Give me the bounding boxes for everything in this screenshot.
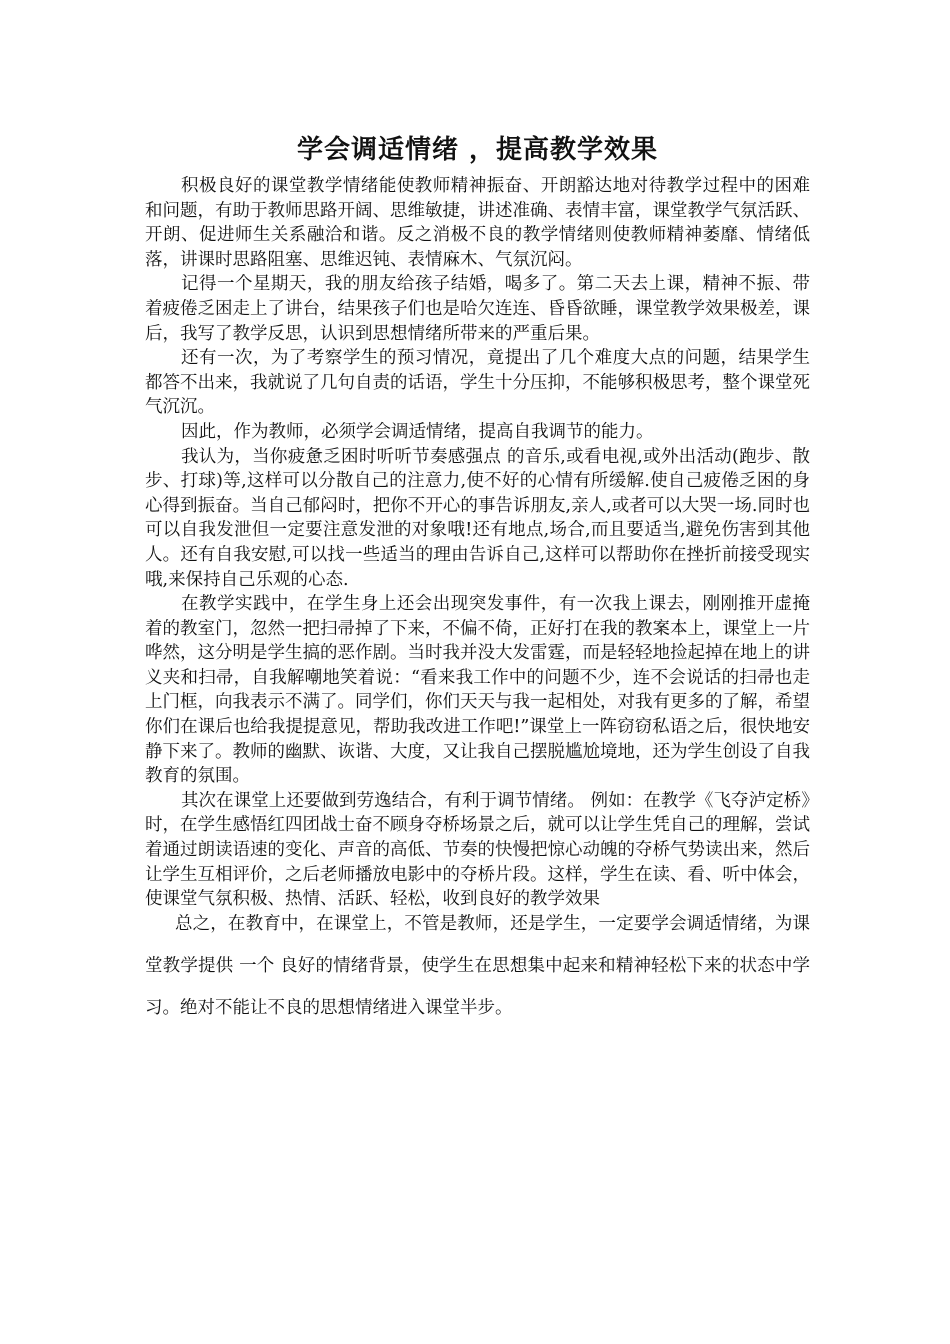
document-page — [145, 130, 810, 1029]
document-title: 学会调适情绪 ，提高教学效果 — [296, 135, 659, 165]
paragraph: 记得一个星期天，我的朋友给孩子结婚，喝多了。第二天去上课，精神不振、带着疲倦乏困走上了讲台，结果孩子们也是哈欠连连、昏昏欲睡，课堂教学效果极差，课后，我写了教学反思，认识到思想情绪所带来的严重后果。 — [145, 274, 810, 344]
paragraph: 因此，作为教师，必须学会调适情绪，提高自我调节的能力。 — [181, 421, 654, 442]
paragraph: 我认为，当你疲惫乏困时听听节奏感强点 的音乐,或看电视,或外出活动(跑步、散步、打球)等,这样可以分散自己的注意力,使不好的心情有所缓解.使自己疲倦乏困的身心得到振奋。当自己郁闷时，把你不开心的事告诉朋友,亲人,或者可以大哭一场.同时也可以自我发泄但一定要注意发泄的对象哦!还有地点,场合,而且要适当,避免伤害到其他人。还有自我安慰,可以找一些适当的理由告诉自己,这样可以帮助你在挫折前接受现实哦,来保持自己乐观的心态. — [145, 446, 810, 590]
paragraph: 积极良好的课堂教学情绪能使教师精神振奋、开朗豁达地对待教学过程中的困难和问题，有助于教师思路开阔、思维敏捷，讲述准确、表情丰富，课堂教学气氛活跃、开朗、促进师生关系融洽和谐。反之消极不良的教学情绪则使教师精神萎靡、情绪低落，讲课时思路阻塞、思维迟钝、表情麻木、气氛沉闷。 — [145, 176, 810, 270]
paragraph-conclusion: 总之，在教育中，在课堂上，不管是教师，还是学生，一定要学会调适情绪，为课堂教学提供 一个 良好的情绪背景，使学生在思想集中起来和精神轻松下来的状态中学习。绝对不能让不良的思想情绪进入课堂半步。 — [145, 913, 810, 1018]
paragraph: 其次在课堂上还要做到劳逸结合，有利于调节情绪。 例如：在教学《飞夺泸定桥》时，在学生感悟红四团战士奋不顾身夺桥场景之后，就可以让学生凭自己的理解，尝试着通过朗读语速的变化、声音的高低、节奏的快慢把惊心动魄的夺桥气势读出来，然后让学生互相评价，之后老师播放电影中的夺桥片段。这样，学生在读、看、听中体会，使课堂气氛积极、热情、活跃、轻松，收到良好的教学效果 — [145, 790, 810, 910]
paragraph: 还有一次，为了考察学生的预习情况，竟提出了几个难度大点的问题，结果学生都答不出来，我就说了几句自责的话语，学生十分压抑，不能够积极思考，整个课堂死气沉沉。 — [145, 348, 810, 418]
paragraph: 在教学实践中，在学生身上还会出现突发事件，有一次我上课去，刚刚推开虚掩着的教室门，忽然一把扫帚掉了下来，不偏不倚，正好打在我的教案本上，课堂上一片哗然，这分明是学生搞的恶作剧。当时我并没大发雷霆，而是轻轻地捡起掉在地上的讲义夹和扫帚，自我解嘲地笑着说：“看来我工作中的问题不少，连不会说话的扫帚也走上门框，向我表示不满了。同学们，你们天天与我一起相处，对我有更多的了解，希望你们在课后也给我提提意见，帮助我改进工作吧!”课堂上一阵窃窃私语之后，很快地安静下来了。教师的幽默、诙谐、大度，又让我自己摆脱尴尬境地，还为学生创设了自我教育的氛围。 — [145, 594, 810, 787]
